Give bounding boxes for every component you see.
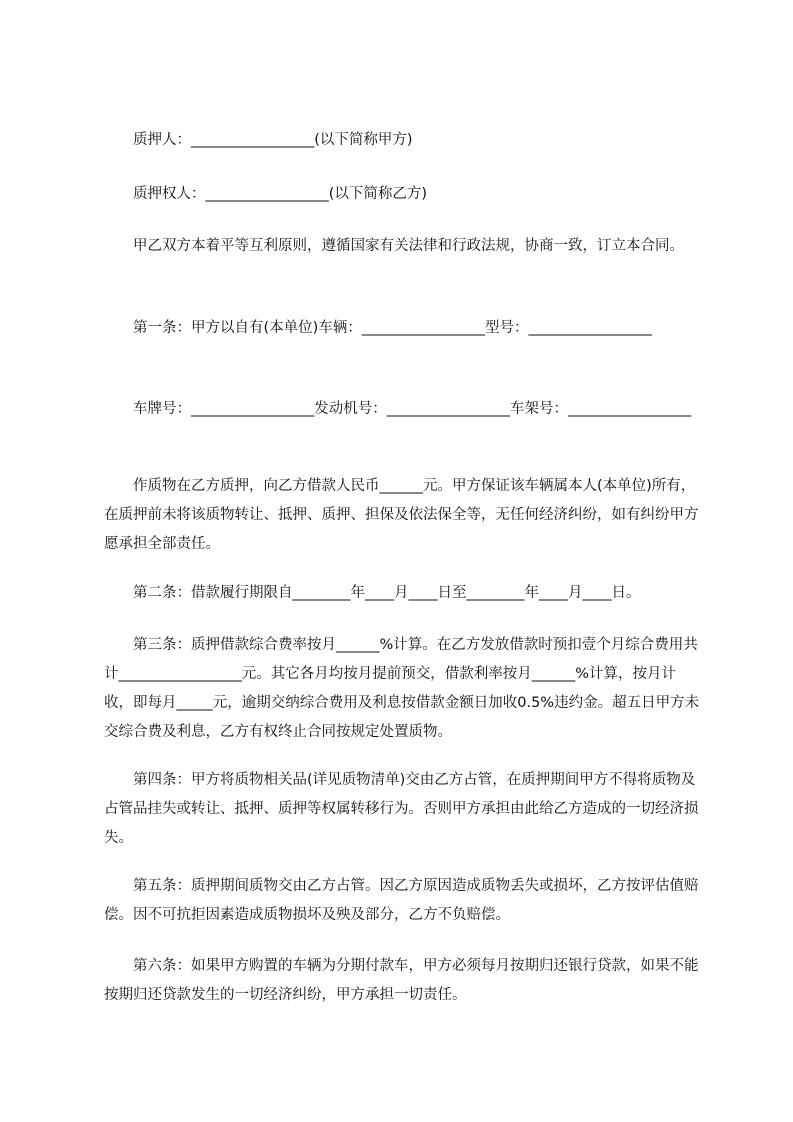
article-5-paragraph: 第五条：质押期间质物交由乙方占管。因乙方原因造成质物丢失或损坏，乙方按评估值赔偿。因不可抗拒因素造成质物损坏及殃及部分，乙方不负赔偿。 [104, 878, 699, 923]
vehicle-ids-paragraph: 车牌号：_________________发动机号：_________________车架号：_________________ [104, 401, 692, 417]
pledgee-line: 质押权人：_________________(以下简称乙方) [104, 186, 428, 202]
article-2-paragraph: 第二条：借款履行期限自________年____月____日至________年____月____日。 [104, 585, 641, 601]
pledgor-line: 质押人：_________________(以下简称甲方) [104, 132, 413, 148]
pledge-statement-paragraph: 作质物在乙方质押，向乙方借款人民币______元。甲方保证该车辆属本人(本单位)所有，在质押前未将该质物转让、抵押、质押、担保及依法保全等，无任何经济纠纷，如有纠纷甲方愿承担全部责任。 [104, 478, 699, 552]
article-3-paragraph: 第三条：质押借款综合费率按月______%计算。在乙方发放借款时预扣壹个月综合费用共计_________________元。其它各月均按月提前预交，借款利率按月______%计算，按月计收，即每月_____元，逾期交纳综合费用及利息按借款金额日加收0.5%违约金。超五日甲方未交综合费及利息，乙方有权终止合同按规定处置质物。 [104, 637, 700, 740]
article-6-paragraph: 第六条：如果甲方购置的车辆为分期付款车，甲方必须每月按期归还银行贷款，如果不能按期归还贷款发生的一切经济纠纷，甲方承担一切责任。 [104, 958, 699, 1003]
preamble-paragraph: 甲乙双方本着平等互利原则，遵循国家有关法律和行政法规，协商一致，订立本合同。 [104, 238, 684, 254]
article-1-paragraph: 第一条：甲方以自有(本单位)车辆：_________________型号：_________________ [104, 320, 652, 336]
article-4-paragraph: 第四条：甲方将质物相关品(详见质物清单)交由乙方占管，在质押期间甲方不得将质物及占管品挂失或转让、抵押、质押等权属转移行为。否则甲方承担由此给乙方造成的一切经济损失。 [104, 772, 699, 846]
